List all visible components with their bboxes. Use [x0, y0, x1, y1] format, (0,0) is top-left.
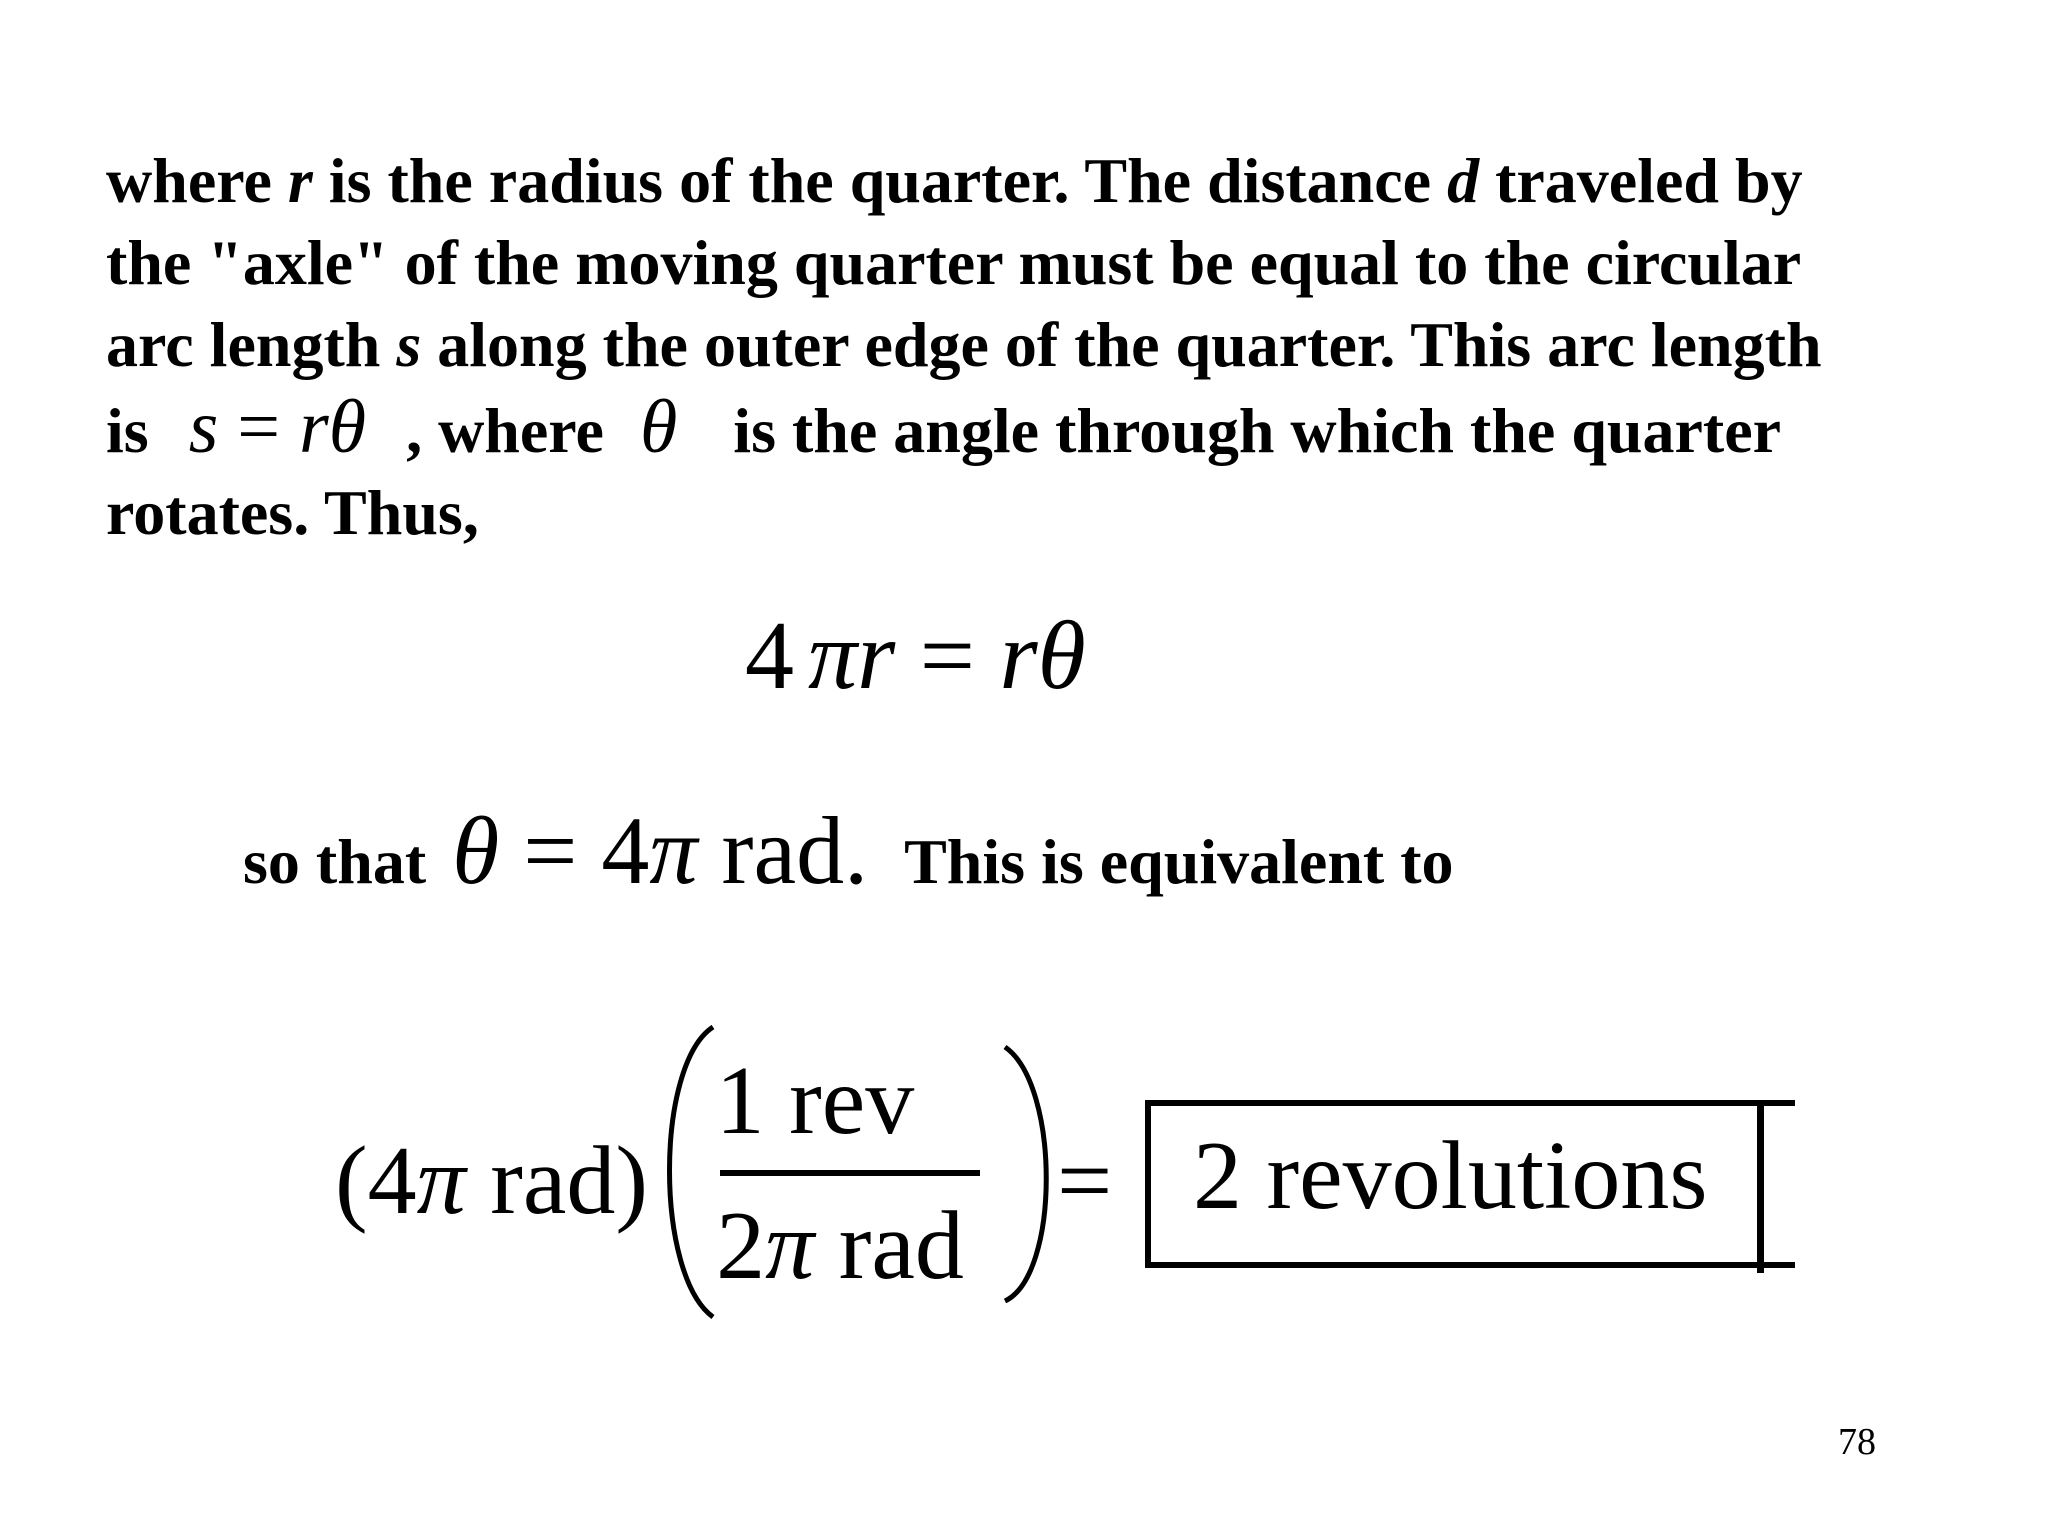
math-r-theta: rθ: [999, 602, 1086, 710]
math-four: 4: [745, 602, 794, 710]
inline-equation-theta: [452, 797, 868, 904]
inline-equation-arc-length: [189, 385, 366, 469]
text-segment: where: [106, 145, 288, 216]
paragraph-line-1: [106, 140, 2006, 222]
text-segment: is the angle through which the quarter: [733, 395, 1782, 466]
variable-r: r: [287, 145, 313, 216]
math-pi: π: [416, 1127, 466, 1235]
text-segment: along the outer edge of the quarter. This arc length: [421, 309, 1822, 380]
text-segment: is the radius of the quarter. The distance: [312, 145, 1448, 216]
body-paragraph: [106, 140, 2006, 554]
fraction-numerator: 1 rev: [715, 1047, 915, 1155]
math-rad: rad: [814, 1192, 964, 1300]
math-pi: π: [649, 797, 698, 904]
variable-d: d: [1447, 145, 1480, 216]
paragraph-line-5: rotates. Thus,: [106, 477, 479, 548]
so-that-line: [243, 795, 1454, 906]
text-equivalent: This is equivalent to: [904, 826, 1454, 897]
variable-s: s: [396, 309, 422, 380]
math-pi: π: [765, 1192, 815, 1300]
math-rad-close: rad): [465, 1127, 649, 1235]
fraction-denominator: [675, 1190, 1005, 1302]
conversion-equation: [335, 1025, 1795, 1325]
text-segment: traveled by: [1479, 145, 1803, 216]
text-so-that: so that: [243, 826, 427, 897]
math-equals-four: = 4: [499, 797, 650, 904]
math-pi-r: πr: [808, 602, 896, 710]
math-equals: =: [895, 602, 1000, 710]
math-theta: θ: [639, 385, 678, 469]
math-open-four: (4: [335, 1127, 417, 1235]
paragraph-line-2: the "axle" of the moving quarter must be equal to the circular: [106, 227, 1802, 298]
paragraph-line-3: [106, 304, 2006, 386]
result-box-right-edge: [1757, 1103, 1764, 1273]
math-operator: =: [218, 385, 300, 469]
math-two: 2: [716, 1192, 766, 1300]
text-segment: , where: [406, 395, 604, 466]
result-text: 2 revolutions: [1193, 1122, 1708, 1230]
math-s: s: [188, 385, 219, 469]
math-r-theta: rθ: [299, 385, 367, 469]
paragraph-line-4: [106, 386, 2006, 472]
page-number: 78: [1838, 1421, 1876, 1463]
equation-4pi-r-equals-r-theta: [745, 600, 1086, 712]
big-right-paren: [1005, 1047, 1046, 1301]
text-segment: is: [106, 395, 149, 466]
math-theta: θ: [452, 797, 500, 904]
math-equals: =: [1057, 1127, 1113, 1235]
text-segment: arc length: [106, 309, 397, 380]
math-rad: rad.: [697, 797, 869, 904]
